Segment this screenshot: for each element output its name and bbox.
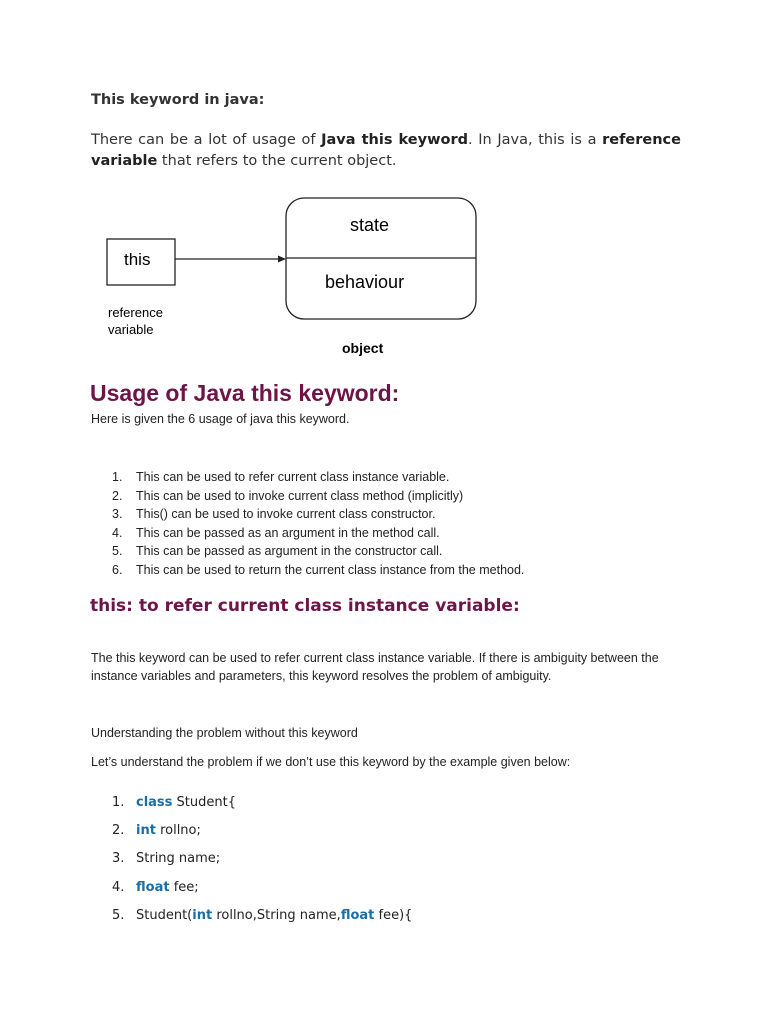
line-number: 1. (112, 795, 125, 810)
list-item-text: This can be used to return the current class instance from the method. (136, 562, 525, 577)
intro-paragraph (91, 130, 681, 172)
list-number: 6. (112, 562, 123, 577)
code-line (112, 905, 412, 933)
code-listing (112, 792, 412, 933)
list-number: 5. (112, 544, 123, 559)
code-text: fee){ (374, 907, 413, 923)
list-item-text: This can be passed as argument in the constructor call. (136, 544, 443, 559)
code-line (112, 792, 412, 820)
list-number: 3. (112, 507, 123, 522)
section-heading: This keyword in java: (91, 92, 265, 108)
state-label: state (350, 215, 390, 235)
intro-bold-2: reference variable (91, 132, 681, 169)
usage-subtitle: Here is given the 6 usage of java this keyword. (91, 412, 350, 426)
usage-list (112, 468, 524, 580)
list-number: 4. (112, 525, 123, 540)
list-item-text: This() can be used to invoke current class constructor. (136, 507, 436, 522)
list-number: 1. (112, 470, 123, 484)
usage-heading: Usage of Java this keyword: (90, 380, 400, 406)
list-item-text: This can be used to invoke current class method (implicitly) (136, 488, 464, 503)
this-label: this (124, 250, 151, 269)
keyword: int (136, 823, 156, 839)
list-item-text: This can be passed as an argument in the method call. (136, 525, 440, 540)
line-number: 2. (112, 823, 125, 839)
intro-text-1: There can be a lot of usage of (91, 132, 322, 148)
usage-list-item (112, 542, 524, 561)
intro-text-2: . In Java, this is a (467, 132, 603, 148)
code-line (112, 848, 412, 876)
code-text: rollno; (155, 823, 201, 839)
line-number: 3. (112, 851, 125, 867)
intro-text-3: that refers to the current object. (157, 153, 397, 169)
code-text: Student{ (172, 795, 236, 810)
line-number: 5. (112, 907, 125, 923)
reference-label-line-1: reference (108, 305, 163, 320)
reference-arrow-head (278, 256, 286, 263)
this-reference-diagram (100, 192, 500, 362)
code-text: rollno,String name, (212, 907, 341, 923)
object-label: object (342, 340, 384, 356)
reference-label-line-2: variable (108, 322, 154, 337)
instance-variable-heading: this: to refer current class instance variable: (90, 596, 520, 616)
code-line (112, 820, 412, 848)
list-number: 2. (112, 488, 123, 503)
code-line (112, 877, 412, 905)
code-text: Student( (136, 907, 193, 923)
usage-list-item (112, 505, 524, 524)
keyword: float (340, 907, 375, 923)
usage-list-item (112, 468, 524, 487)
keyword: class (136, 795, 173, 810)
usage-list-item (112, 487, 524, 506)
intro-bold-1: Java this keyword (321, 132, 468, 148)
keyword: int (192, 907, 213, 923)
behaviour-label: behaviour (325, 272, 405, 292)
instance-variable-paragraph: The this keyword can be used to refer current class instance variable. If there is ambiguity between the instance variables and parameters, this keyword resolves the problem of ambiguity. (91, 651, 659, 683)
usage-list-item (112, 561, 524, 580)
usage-list-item (112, 524, 524, 543)
list-item-text: This can be used to refer current class instance variable. (136, 470, 450, 484)
code-text: String name; (136, 851, 221, 867)
line-number: 4. (112, 879, 125, 895)
problem-caption: Understanding the problem without this keyword (91, 726, 358, 740)
keyword: float (136, 879, 170, 895)
example-intro: Let’s understand the problem if we don’t use this keyword by the example given below: (91, 755, 571, 769)
code-text: fee; (169, 879, 199, 895)
